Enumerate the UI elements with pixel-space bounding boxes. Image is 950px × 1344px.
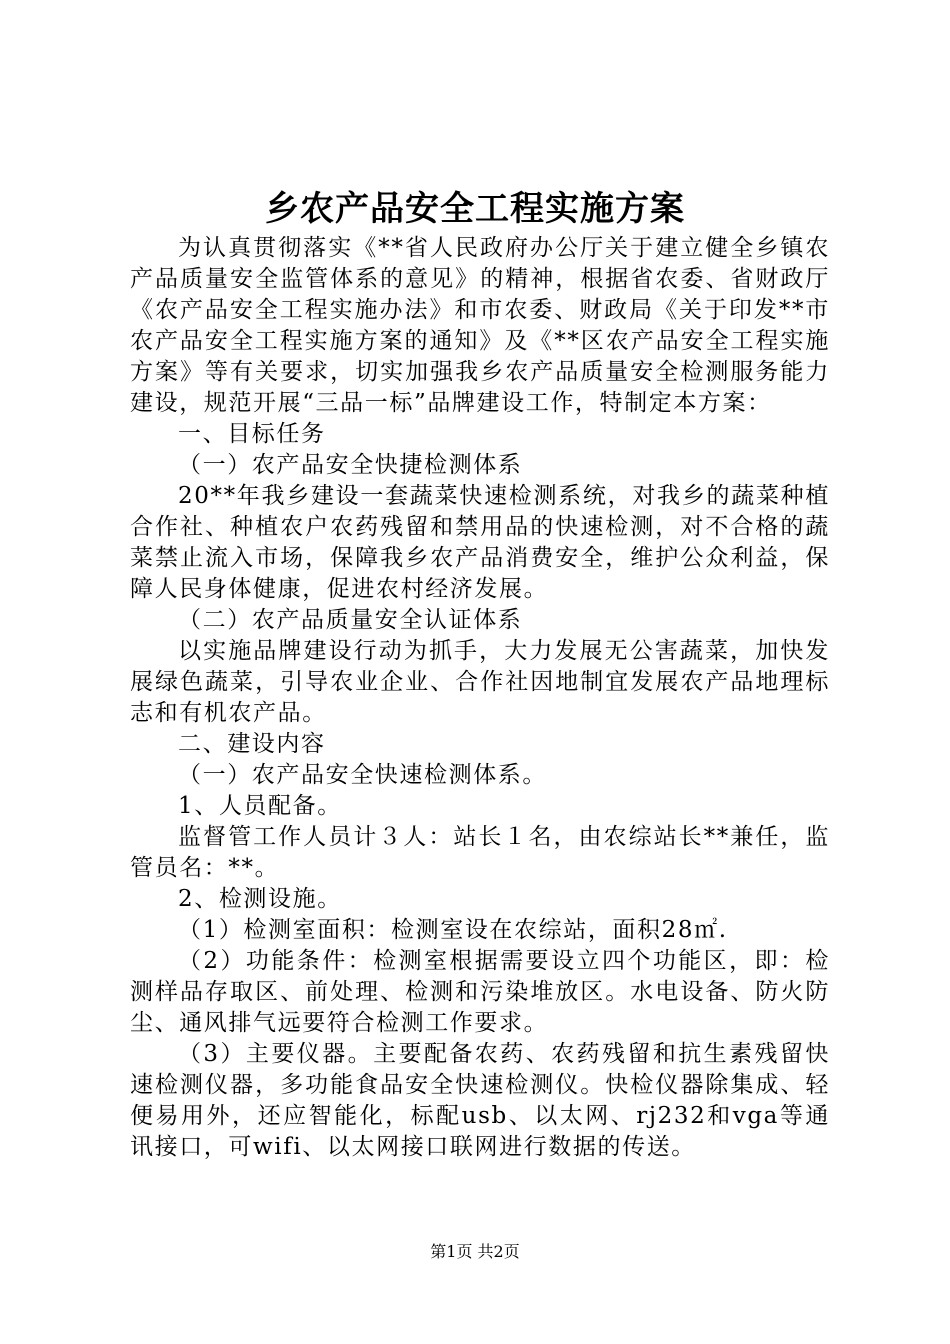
document-title: 乡农产品安全工程实施方案 (265, 189, 685, 229)
paragraph-main-instruments: （3）主要仪器。主要配备农药、农药残留和抗生素残留快速检测仪器，多功能食品安全快速检测仪。快检仪器除集成、轻便易用外，还应智能化，标配usb、以太网、rj232和vga等通讯接口，可wifi、以太网接口联网进行数据的传送。 (130, 1041, 830, 1160)
intro-paragraph: 为认真贯彻落实《**省人民政府办公厅关于建立健全乡镇农产品质量安全监管体系的意见》的精神，根据省农委、省财政厅《农产品安全工程实施办法》和市农委、财政局《关于印发**市农产品安全工程实施方案的通知》及《**区农产品安全工程实施方案》等有关要求，切实加强我乡农产品质量安全检测服务能力建设，规范开展“三品一标”品牌建设工作，特制定本方案： (130, 235, 830, 416)
paragraph-staffing: 监督管工作人员计３人：站长１名，由农综站长**兼任，监管员名：**。 (130, 824, 830, 881)
item-heading-facilities: 2、检测设施。 (178, 886, 342, 912)
page-footer: 第1页 共2页 (430, 1242, 520, 1261)
paragraph-rapid-testing: 20**年我乡建设一套蔬菜快速检测系统，对我乡的蔬菜种植合作社、种植农户农药残留和禁用品的快速检测，对不合格的蔬菜禁止流入市场，保障我乡农产品消费安全，维护公众利益，保障人民身体健康，促进农村经济发展。 (130, 483, 830, 602)
item-heading-staffing: 1、人员配备。 (178, 793, 342, 819)
paragraph-functional-conditions: （2）功能条件：检测室根据需要设立四个功能区，即：检测样品存取区、前处理、检测和污染堆放区。水电设备、防火防尘、通风排气远要符合检测工作要求。 (130, 948, 830, 1036)
subsection-heading-rapid-testing: （一）农产品安全快捷检测体系 (178, 452, 523, 478)
section-heading-goals: 一、目标任务 (178, 421, 326, 447)
section-heading-construction: 二、建设内容 (178, 731, 326, 757)
paragraph-lab-area: （1）检测室面积：检测室设在农综站，面积28㎡. (178, 917, 728, 943)
document-body (130, 233, 830, 1163)
paragraph-certification: 以实施品牌建设行动为抓手，大力发展无公害蔬菜，加快发展绿色蔬菜，引导农业企业、合作社因地制宜发展农产品地理标志和有机农产品。 (130, 638, 830, 726)
subsection-heading-testing-system: （一）农产品安全快速检测体系。 (178, 762, 547, 788)
subsection-heading-certification: （二）农产品质量安全认证体系 (178, 607, 523, 633)
